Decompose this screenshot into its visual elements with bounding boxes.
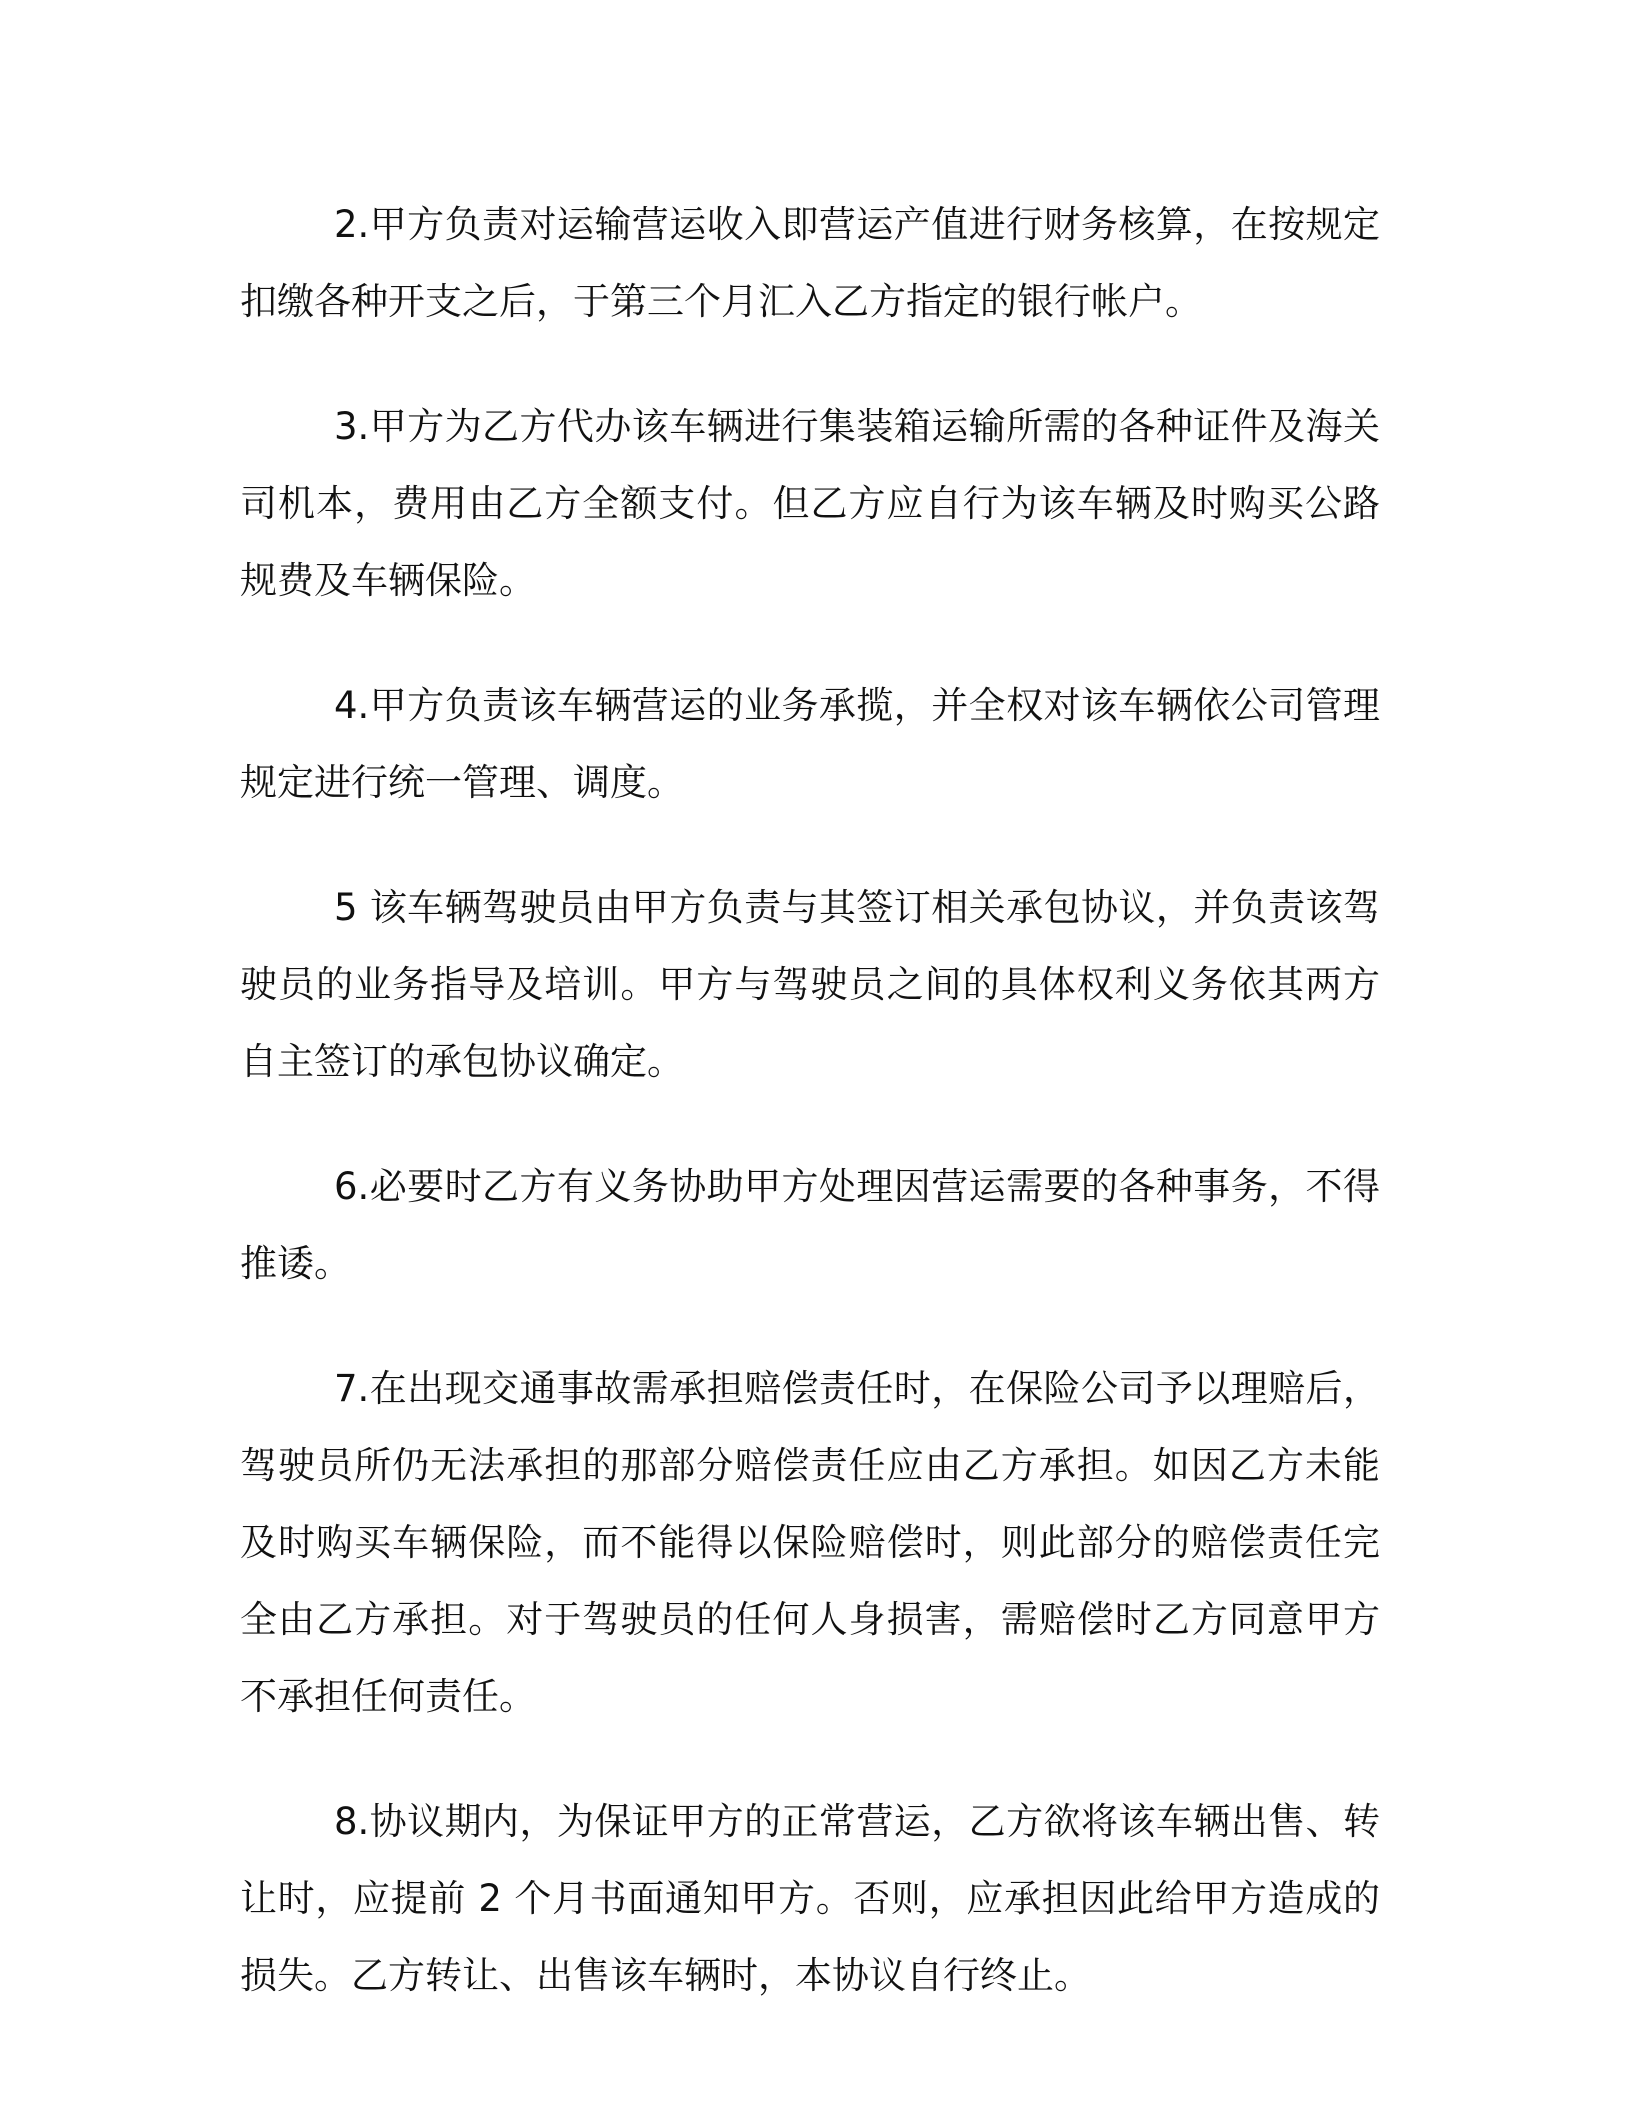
clause-8-paragraph: 8.协议期内，为保证甲方的正常营运，乙方欲将该车辆出售、转让时，应提前 2 个月书面通知甲方。否则，应承担因此给甲方造成的损失。乙方转让、出售该车辆时，本协议自行终止。 bbox=[240, 1800, 1380, 1997]
clause-3-paragraph: 3.甲方为乙方代办该车辆进行集装箱运输所需的各种证件及海关司机本，费用由乙方全额支付。但乙方应自行为该车辆及时购买公路规费及车辆保险。 bbox=[240, 405, 1380, 602]
clause-5-paragraph: 5 该车辆驾驶员由甲方负责与其签订相关承包协议，并负责该驾驶员的业务指导及培训。甲方与驾驶员之间的具体权利义务依其两方自主签订的承包协议确定。 bbox=[240, 886, 1380, 1083]
clause-7-paragraph: 7.在出现交通事故需承担赔偿责任时，在保险公司予以理赔后，驾驶员所仍无法承担的那部分赔偿责任应由乙方承担。如因乙方未能及时购买车辆保险，而不能得以保险赔偿时，则此部分的赔偿责任完全由乙方承担。对于驾驶员的任何人身损害，需赔偿时乙方同意甲方不承担任何责任。 bbox=[240, 1367, 1380, 1718]
clause-6-paragraph: 6.必要时乙方有义务协助甲方处理因营运需要的各种事务，不得推诿。 bbox=[240, 1165, 1380, 1285]
clause-4-paragraph: 4.甲方负责该车辆营运的业务承揽，并全权对该车辆依公司管理规定进行统一管理、调度。 bbox=[240, 684, 1380, 804]
document-body bbox=[240, 186, 1380, 2062]
clause-2-paragraph: 2.甲方负责对运输营运收入即营运产值进行财务核算，在按规定扣缴各种开支之后，于第三个月汇入乙方指定的银行帐户。 bbox=[240, 203, 1380, 323]
